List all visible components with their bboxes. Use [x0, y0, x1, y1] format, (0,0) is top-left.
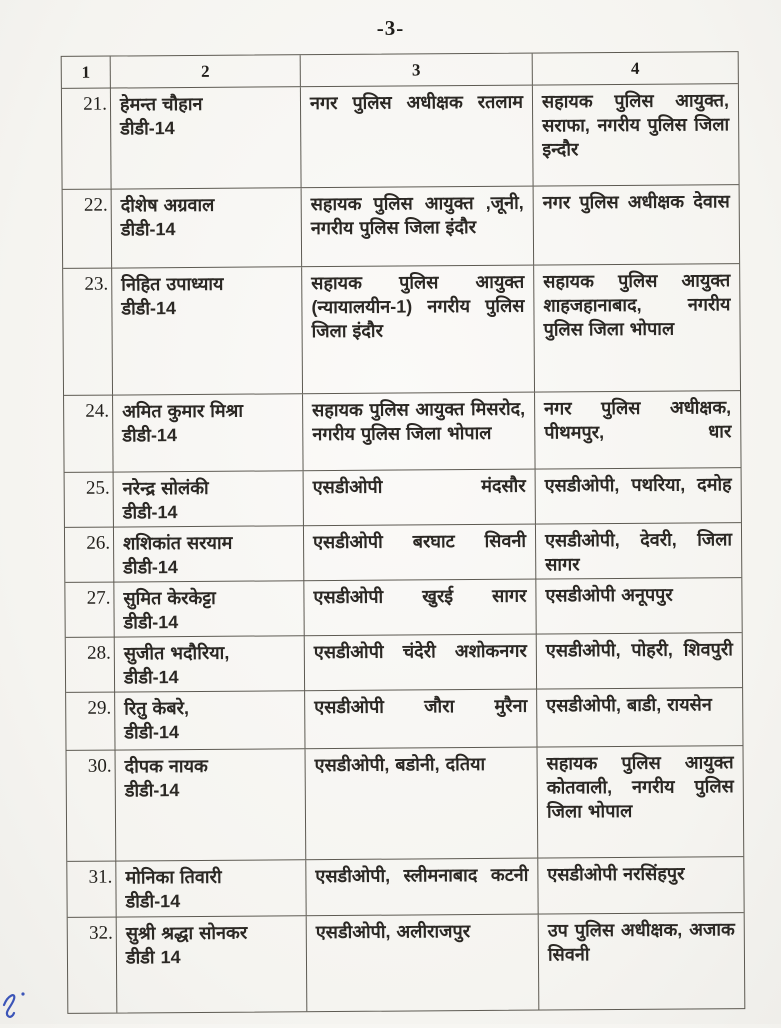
officer-code: डीडी-14	[124, 779, 180, 801]
new-posting: एसडीओपी, पथरिया, दमोह	[535, 468, 741, 524]
officer-code: डीडी-14	[122, 501, 178, 523]
current-posting: एसडीओपी मंदसौर	[303, 470, 535, 526]
table-row	[67, 745, 744, 861]
header-col-1: 1	[81, 62, 91, 82]
officer-cell	[116, 916, 307, 1012]
new-posting: उप पुलिस अधीक्षक, अजाक सिवनी	[538, 913, 745, 1009]
table-row	[65, 467, 741, 527]
officer-name: शशिकांत सरयाम	[122, 532, 233, 554]
officer-cell	[110, 87, 301, 188]
current-posting: एसडीओपी, स्लीमनाबाद कटनी	[305, 859, 537, 916]
table-row	[62, 83, 739, 189]
row-serial: 28.	[87, 642, 111, 664]
new-posting: नगर पुलिस अधीक्षक, पीथमपुर, धार	[534, 391, 741, 468]
officer-code: डीडी-14	[123, 611, 179, 633]
row-serial: 23.	[84, 273, 109, 295]
officer-code: डीडी 14	[125, 946, 181, 968]
table-row	[64, 390, 741, 472]
blue-ink-pen-mark	[1, 985, 35, 1028]
officer-name: सुमित केरकेट्टा	[123, 587, 216, 609]
new-posting: एसडीओपी, देवरी, जिला सागर	[535, 523, 741, 579]
row-serial: 22.	[83, 194, 108, 216]
officer-name: सुश्री श्रद्धा सोनकर	[125, 922, 248, 944]
current-posting: एसडीओपी जौरा मुरैना	[304, 690, 536, 749]
new-posting: एसडीओपी, बाडी, रायसेन	[536, 688, 742, 746]
row-serial: 31.	[88, 866, 113, 888]
officer-name: नरेन्द्र सोलंकी	[122, 477, 209, 499]
current-posting: सहायक पुलिस आयुक्त मिसरोद, नगरीय पुलिस जिला भोपाल	[302, 393, 535, 471]
header-col-3: 3	[300, 54, 532, 87]
current-posting: एसडीओपी, बडोनी, दतिया	[305, 748, 538, 860]
officer-cell	[111, 267, 302, 394]
officer-cell	[113, 526, 303, 582]
current-posting: एसडीओपी खुरई सागर	[303, 580, 535, 636]
row-serial: 32.	[88, 922, 113, 944]
new-posting: एसडीओपी अनूपपुर	[535, 578, 741, 634]
officer-cell	[113, 471, 303, 527]
officer-code: डीडी-14	[120, 218, 176, 240]
officer-code: डीडी-14	[123, 666, 179, 688]
table-row	[66, 687, 742, 750]
officer-name: अमित कुमार मिश्रा	[122, 400, 244, 422]
officer-name: सुजीत भदौरिया,	[123, 642, 230, 664]
current-posting: नगर पुलिस अधीक्षक रतलाम	[300, 86, 533, 188]
table-row	[65, 522, 741, 582]
officer-name: हेमन्त चौहान	[119, 93, 203, 115]
officer-cell	[111, 188, 302, 267]
officer-code: डीडी-14	[123, 556, 178, 578]
officer-cell	[112, 394, 303, 471]
row-serial: 29.	[87, 697, 112, 719]
current-posting: एसडीओपी, अलीराजपुर	[306, 915, 539, 1012]
new-posting: सहायक पुलिस आयुक्त, सराफा, नगरीय पुलिस जिला इन्दौर	[532, 84, 739, 185]
officer-code: डीडी-14	[122, 424, 177, 446]
new-posting: एसडीओपी, पोहरी, शिवपुरी	[536, 633, 742, 689]
new-posting: एसडीओपी नरसिंहपुर	[537, 857, 743, 913]
officer-cell	[113, 581, 303, 637]
current-posting: एसडीओपी चंदेरी अशोकनगर	[304, 635, 536, 691]
officer-name: रितु केबरे,	[124, 698, 190, 719]
new-posting: सहायक पुलिस आयुक्त कोतवाली, नगरीय पुलिस जिला भोपाल	[537, 746, 744, 857]
officer-code: डीडी-14	[121, 297, 177, 319]
table-row	[66, 632, 742, 692]
current-posting: सहायक पुलिस आयुक्त (न्यायालयीन-1) नगरीय पुलिस जिला इंदौर	[301, 266, 534, 394]
officer-code: डीडी-14	[120, 117, 175, 139]
row-serial: 27.	[86, 587, 111, 609]
officer-cell	[114, 636, 304, 692]
row-serial: 25.	[85, 477, 110, 499]
table-row	[68, 912, 745, 1013]
row-serial: 26.	[86, 532, 111, 554]
new-posting: सहायक पुलिस आयुक्त शाहजहानाबाद, नगरीय पुलिस जिला भोपाल	[533, 264, 740, 391]
officer-name: दीपक नायक	[124, 755, 208, 777]
officer-code: डीडी-14	[125, 890, 181, 912]
row-serial: 24.	[85, 400, 110, 422]
officer-cell	[115, 860, 305, 916]
row-serial: 30.	[87, 755, 112, 777]
table-row	[67, 856, 743, 917]
officer-name: मोनिका तिवारी	[125, 866, 222, 888]
table-header-row	[62, 52, 738, 88]
current-posting: एसडीओपी बरघाट सिवनी	[303, 525, 535, 581]
page-number: -3-	[376, 16, 405, 40]
header-col-4: 4	[532, 52, 738, 84]
current-posting: सहायक पुलिस आयुक्त ,जूनी, नगरीय पुलिस जिला इंदौर	[301, 187, 534, 267]
officer-name: दीशेष अग्रवाल	[120, 194, 215, 216]
table-row	[65, 577, 741, 637]
row-serial: 21.	[83, 93, 108, 115]
officer-name: निहित उपाध्याय	[121, 273, 224, 295]
header-col-2: 2	[110, 55, 300, 87]
table-row	[63, 263, 740, 395]
officer-cell	[115, 749, 306, 860]
transfer-table	[61, 51, 746, 1014]
officer-code: डीडी-14	[124, 721, 180, 743]
officer-cell	[114, 691, 304, 749]
new-posting: नगर पुलिस अधीक्षक देवास	[533, 185, 740, 264]
table-row	[63, 184, 740, 268]
